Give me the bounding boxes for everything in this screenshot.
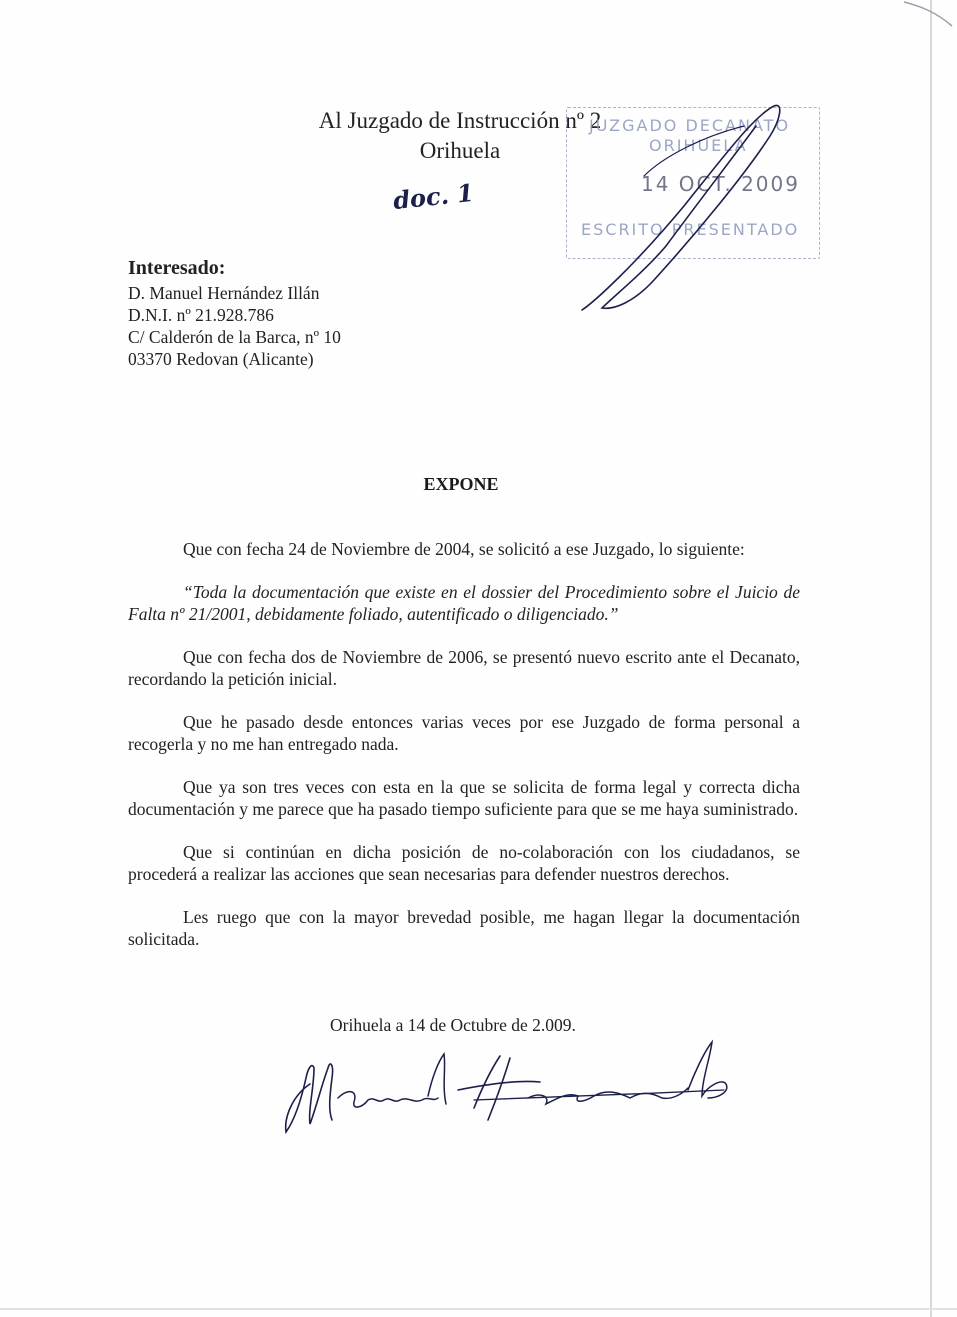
stamp-city: ORIHUELA (649, 136, 748, 155)
interested-party-name: D. Manuel Hernández Illán (128, 283, 320, 303)
addressee-court: Al Juzgado de Instrucción nº 2 (318, 108, 602, 133)
corner-scan-mark (900, 0, 957, 30)
section-heading: EXPONE (423, 474, 499, 494)
handwritten-doc-note: doc. 1 (391, 177, 476, 216)
interested-party-address: C/ Calderón de la Barca, nº 10 (128, 327, 341, 347)
page-edge-right (930, 0, 932, 1317)
closing-place-date: Orihuela a 14 de Octubre de 2.009. (330, 1015, 576, 1035)
paragraph-warning: Que si continúan en dicha posición de no-colaboración con los ciudadanos, se procederá a realizar las acciones que sean necesarias para defender nuestros derechos. (128, 842, 800, 884)
stamp-date: 14 OCT. 2009 (641, 172, 800, 196)
paragraph-final-request: Les ruego que con la mayor brevedad posible, me hagan llegar la documentación solicitada. (128, 907, 800, 949)
paragraph-visits: Que he pasado desde entonces varias veces por ese Juzgado de forma personal a recogerla y no me han entregado nada. (128, 712, 800, 754)
body-text (128, 538, 800, 971)
paragraph-second-request: Que con fecha dos de Noviembre de 2006, se presentó nuevo escrito ante el Decanato, recordando la petición inicial. (128, 647, 800, 689)
paragraph-request-date: Que con fecha 24 de Noviembre de 2004, se solicitó a ese Juzgado, lo siguiente: (183, 539, 745, 559)
addressee-city: Orihuela (419, 138, 501, 163)
stamp-initials-scribble (574, 96, 794, 318)
interested-party-label: Interesado: (128, 257, 226, 279)
paragraph-third-request: Que ya son tres veces con esta en la que se solicita de forma legal y correcta dicha documentación y me parece que ha pasado tiempo suficiente para que se me haya suministrado. (128, 777, 800, 819)
stamp-filed-label: ESCRITO PRESENTADO (581, 220, 800, 239)
interested-party-block (128, 256, 341, 370)
interested-party-dni: D.N.I. nº 21.928.786 (128, 305, 274, 325)
paragraph-quoted-request: “Toda la documentación que existe en el dossier del Procedimiento sobre el Juicio de Falta nº 21/2001, debidamente foliado, autentificado o diligenciado.” (128, 582, 800, 624)
stamp-court-name: JUZGADO DECANATO (589, 116, 791, 135)
handwritten-signature (278, 1038, 740, 1138)
interested-party-city: 03370 Redovan (Alicante) (128, 349, 314, 369)
page-edge-bottom (0, 1308, 957, 1310)
